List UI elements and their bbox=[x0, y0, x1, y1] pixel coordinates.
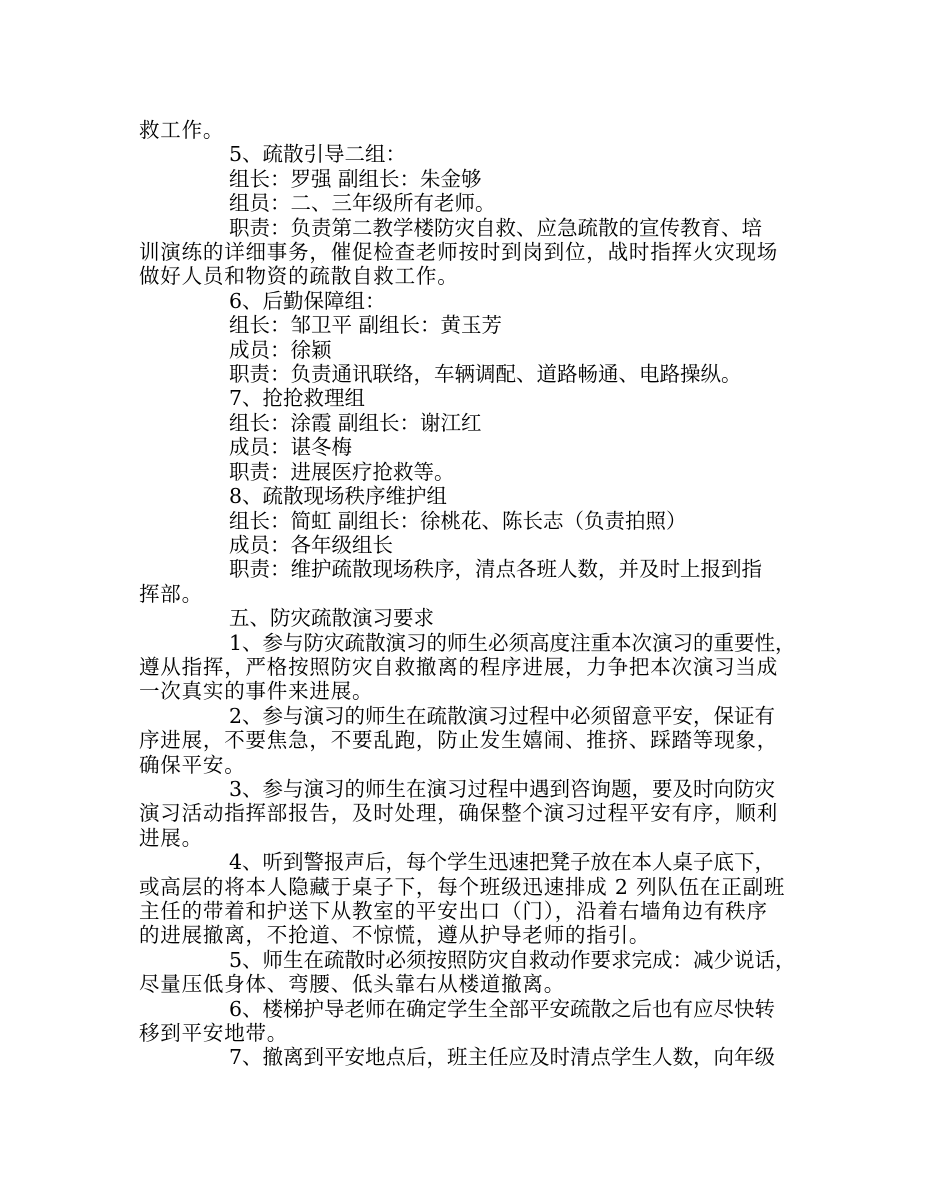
text-line: 职责：进展医疗抢救等。 bbox=[229, 459, 455, 484]
text-line: 遵从指挥，严格按照防灾自救撤离的程序进展，力争把本次演习当成 bbox=[139, 654, 778, 679]
text-line: 移到平安地带。 bbox=[139, 1021, 289, 1046]
text-line: 8、疏散现场秩序维护组 bbox=[229, 484, 448, 509]
text-line: 尽量压低身体、弯腰、低头靠右从楼道撤离。 bbox=[139, 972, 565, 997]
text-line: 确保平安。 bbox=[139, 752, 246, 777]
text-line: 救工作。 bbox=[139, 118, 225, 142]
text-line: 成员：谌冬梅 bbox=[229, 435, 352, 460]
text-line: 组员：二、三年级所有老师。 bbox=[229, 191, 496, 216]
text-line: 主任的带着和护送下从教室的平安出口（门），沿着右墙角边有秩序 bbox=[139, 899, 768, 923]
text-line: 1、参与防灾疏散演习的师生必须高度注重本次演习的重要性， bbox=[229, 630, 796, 655]
text-line: 或高层的将本人隐藏于桌子下，每个班级迅速排成 2 列队伍在正副班 bbox=[139, 874, 786, 899]
text-line: 职责：负责第二教学楼防灾自救、应急疏散的宣传教育、培 bbox=[229, 215, 762, 240]
text-line: 一次真实的事件来进展。 bbox=[139, 679, 374, 704]
text-line: 的进展撤离，不抢道、不惊慌，遵从护导老师的指引。 bbox=[139, 923, 651, 948]
text-line: 训演练的详细事务，催促检查老师按时到岗到位，战时指挥火灾现场 bbox=[139, 240, 778, 265]
text-line: 进展。 bbox=[139, 825, 203, 850]
text-line: 5、师生在疏散时必须按照防灾自救动作要求完成：减少说话， bbox=[229, 947, 796, 972]
text-line: 演习活动指挥部报告，及时处理，确保整个演习过程平安有序，顺利 bbox=[139, 801, 778, 826]
text-line: 组长：简虹 副组长：徐桃花、陈长志（负责拍照） bbox=[229, 508, 687, 533]
text-line: 职责：负责通讯联络，车辆调配、道路畅通、电路操纵。 bbox=[229, 362, 742, 387]
text-line: 5、疏散引导二组： bbox=[229, 142, 407, 167]
text-line: 成员：徐颖 bbox=[229, 337, 332, 362]
text-line: 组长：邹卫平 副组长：黄玉芳 bbox=[229, 313, 503, 338]
text-line: 挥部。 bbox=[139, 581, 203, 606]
text-line: 6、后勤保障组： bbox=[229, 288, 386, 313]
text-line: 组长：罗强 副组长：朱金够 bbox=[229, 166, 482, 191]
text-line: 6、楼梯护导老师在确定学生全部平安疏散之后也有应尽快转 bbox=[229, 996, 776, 1021]
text-line: 成员：各年级组长 bbox=[229, 532, 393, 557]
text-line: 职责：维护疏散现场秩序，清点各班人数，并及时上报到指 bbox=[229, 557, 762, 582]
text-line: 4、听到警报声后，每个学生迅速把凳子放在本人桌子底下， bbox=[229, 850, 776, 875]
text-line: 7、抢抢救理组 bbox=[229, 386, 366, 411]
text-line: 3、参与演习的师生在演习过程中遇到咨询题，要及时向防灾 bbox=[229, 776, 776, 801]
document-body bbox=[139, 118, 819, 1070]
text-line: 7、撤离到平安地点后，班主任应及时清点学生人数，向年级 bbox=[229, 1045, 776, 1070]
text-line: 序进展，不要焦急，不要乱跑，防止发生嬉闹、推挤、踩踏等现象， bbox=[139, 728, 778, 753]
text-line: 五、防灾疏散演习要求 bbox=[229, 606, 434, 631]
text-line: 做好人员和物资的疏散自救工作。 bbox=[139, 264, 459, 289]
text-line: 组长：涂霞 副组长：谢江红 bbox=[229, 410, 482, 435]
text-line: 2、参与演习的师生在疏散演习过程中必须留意平安，保证有 bbox=[229, 703, 776, 728]
